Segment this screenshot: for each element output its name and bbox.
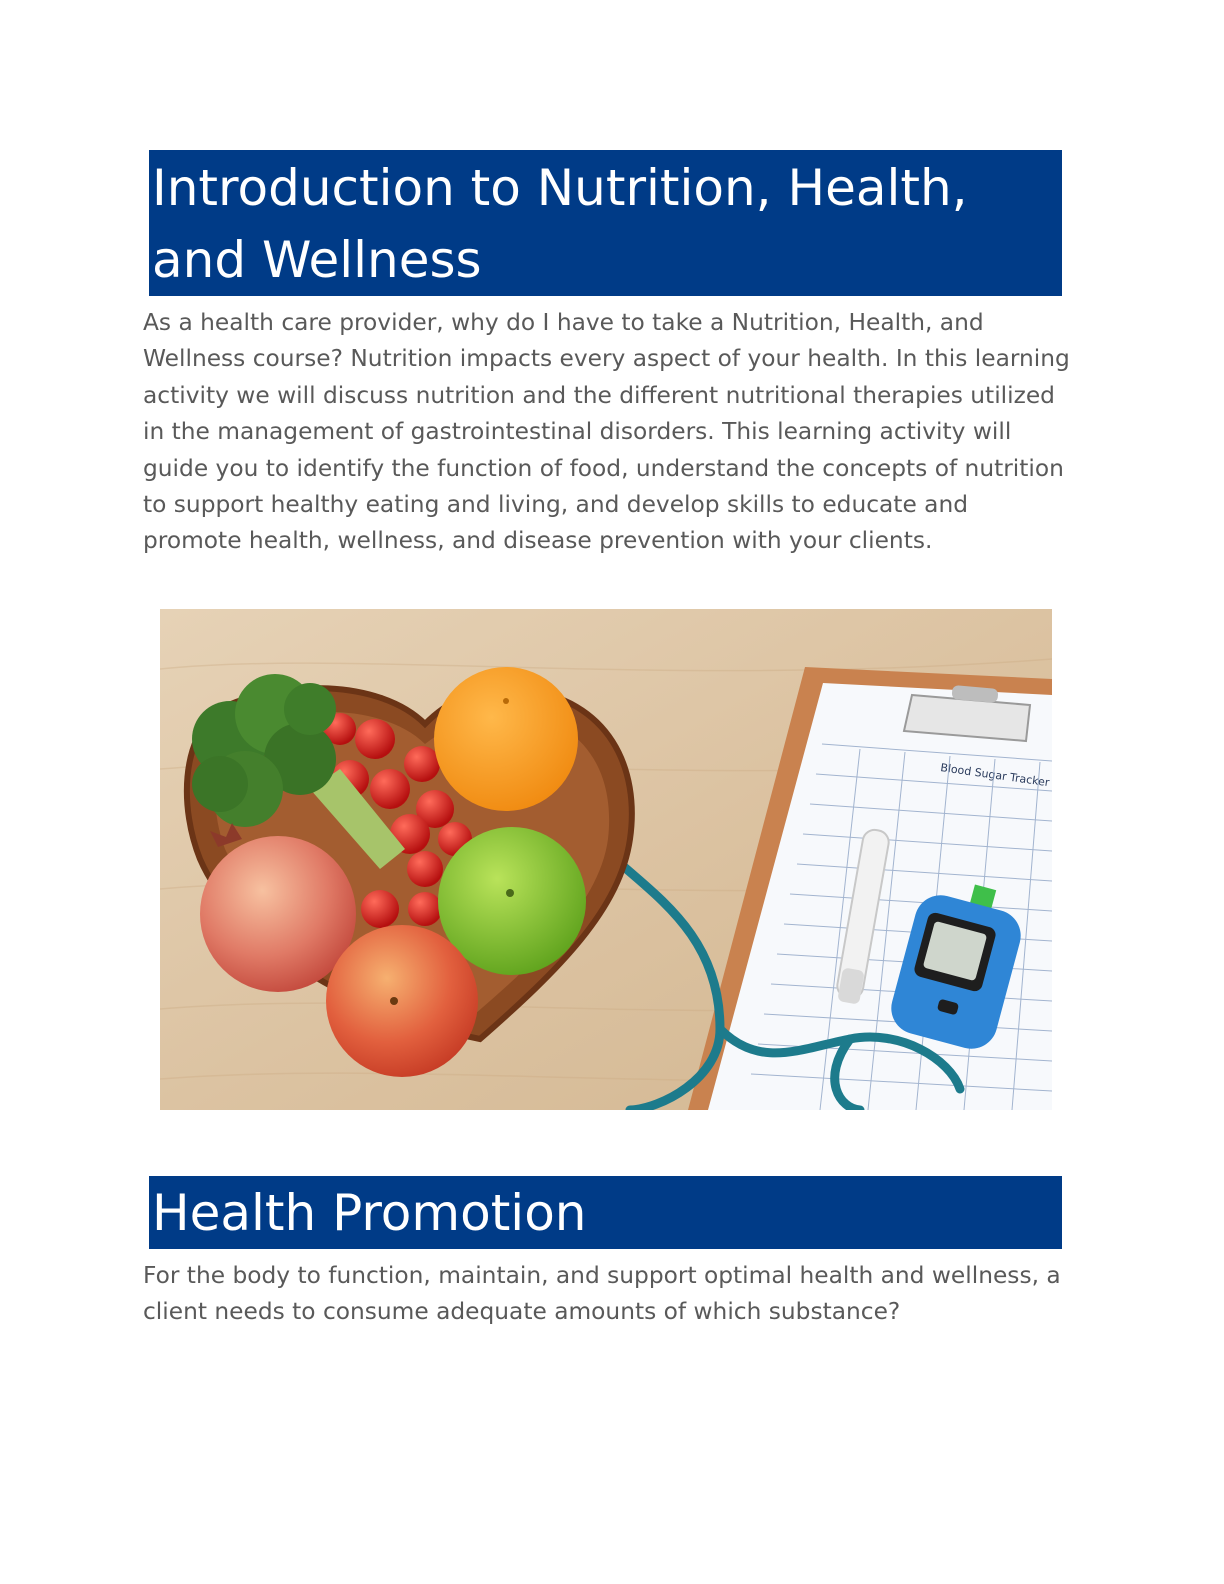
tracker-title: Blood Sugar Tracker <box>939 761 1051 790</box>
health-promotion-question: For the body to function, maintain, and support optimal health and wellness, a client needs to consume adequate amounts of which substance? <box>143 1262 1061 1326</box>
red-apple <box>326 925 478 1077</box>
orange <box>434 667 578 811</box>
intro-paragraph: As a health care provider, why do I have to take a Nutrition, Health, and Wellness course? Nutrition impacts every aspect of your health. In this learning activity we will discuss nutrition and the different nutritional therapies utilized in the management of gastrointestinal disorders. This learning activity will guide you to identify the function of food, understand the concepts of nutrition to support healthy eating and living, and develop skills to educate and promote health, wellness, and disease prevention with your clients. <box>143 309 1070 555</box>
section-title-intro: Introduction to Nutrition, Health, and Wellness <box>149 150 1062 296</box>
nutrition-health-photo <box>160 609 1052 1110</box>
section-title-health-promotion: Health Promotion <box>149 1176 1062 1249</box>
